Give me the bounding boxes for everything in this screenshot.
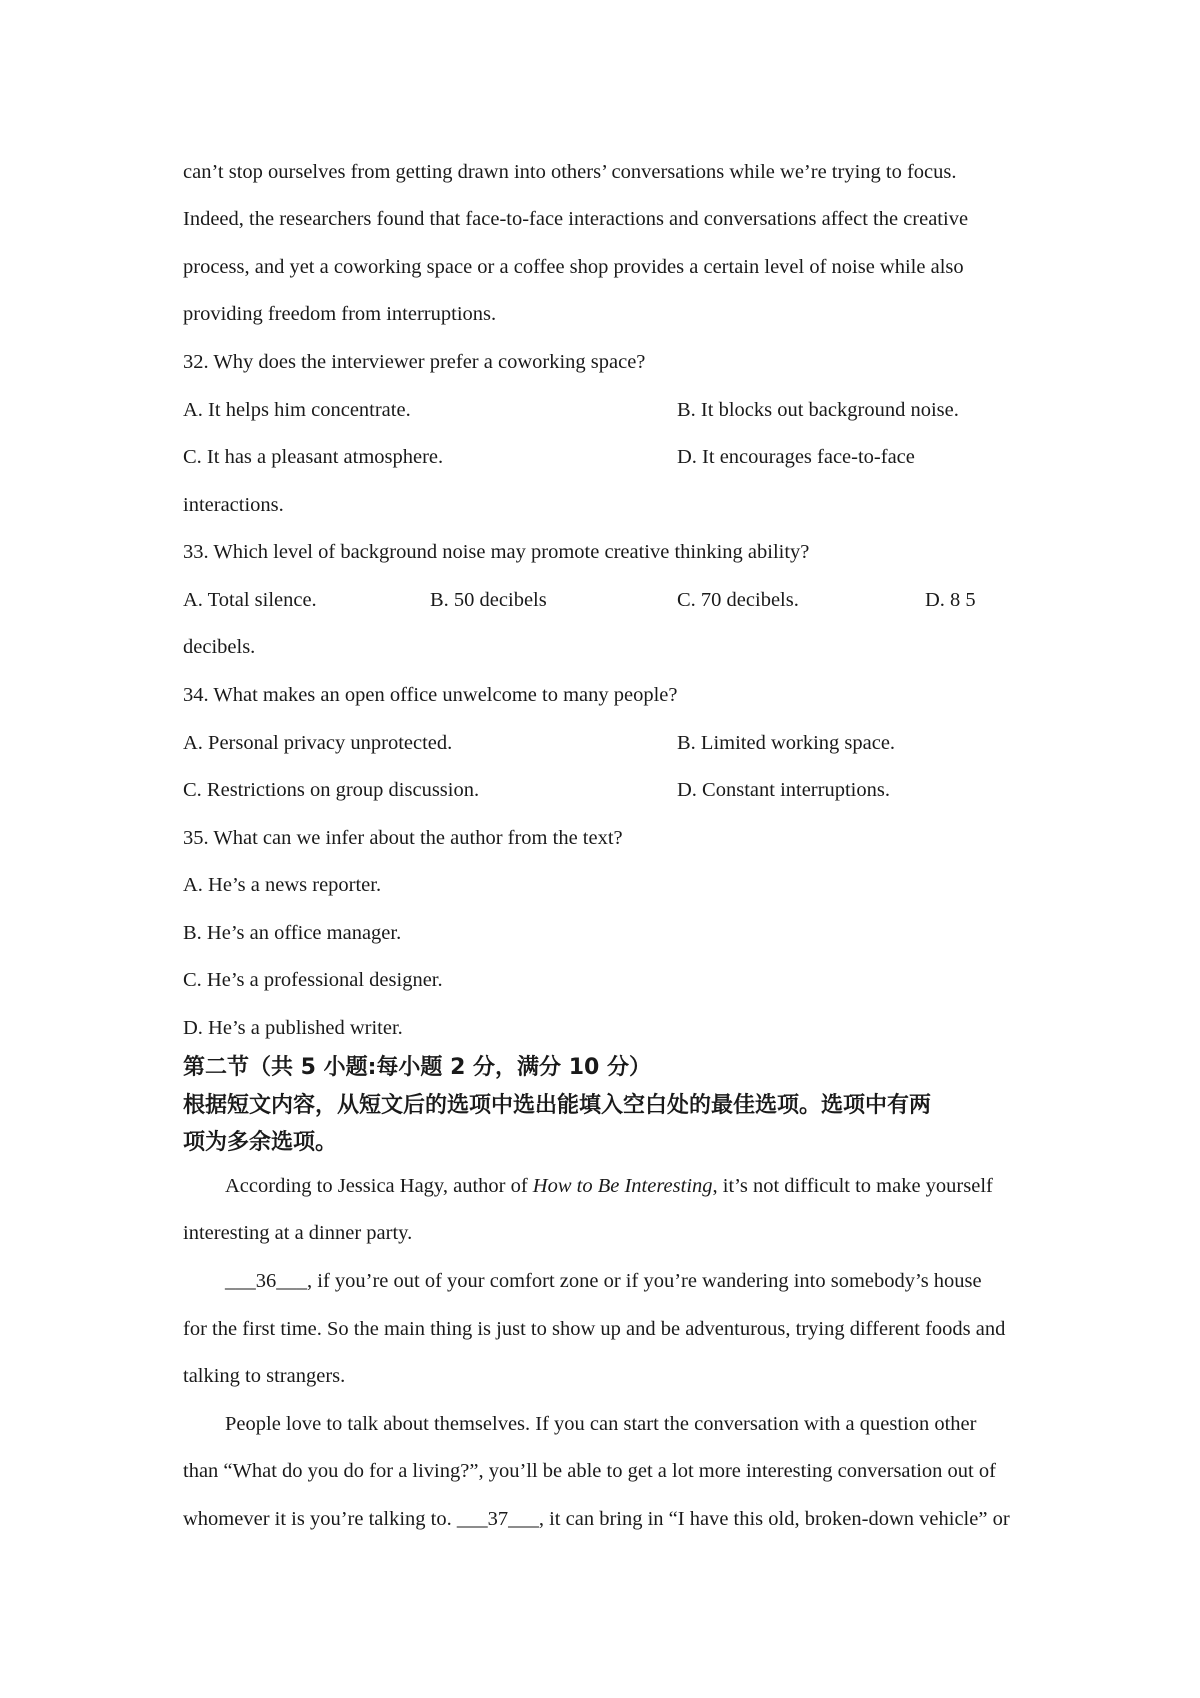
question-34-stem: 34. What makes an open office unwelcome to many people? — [183, 684, 678, 706]
text-run: , it’s not difficult to make yourself — [712, 1175, 993, 1197]
passage-line: can’t stop ourselves from getting drawn into others’ conversations while we’re trying to focus. — [183, 161, 957, 183]
section-heading: 第二节（共 5 小题:每小题 2 分，满分 10 分） — [183, 1055, 651, 1080]
blank-37: ___37___ — [456, 1508, 539, 1530]
question-32-stem: 32. Why does the interviewer prefer a coworking space? — [183, 351, 646, 373]
question-34-option-a: A. Personal privacy unprotected. — [183, 732, 453, 754]
question-35-option-d: D. He’s a published writer. — [183, 1017, 403, 1039]
passage-line: Indeed, the researchers found that face-to-face interactions and conversations affect the creative — [183, 208, 969, 230]
text-run: , it can bring in “I have this old, broken-down vehicle” or — [538, 1508, 1010, 1530]
question-32-option-c: C. It has a pleasant atmosphere. — [183, 446, 444, 468]
paragraph-line: than “What do you do for a living?”, you’ll be able to get a lot more interesting conversation out of — [183, 1460, 996, 1482]
question-35-option-a: A. He’s a news reporter. — [183, 874, 382, 896]
text-run: According to Jessica Hagy, author of — [225, 1175, 533, 1197]
question-32-option-d: D. It encourages face-to-face — [677, 446, 915, 468]
paragraph-line: talking to strangers. — [183, 1365, 346, 1387]
section-instruction: 项为多余选项。 — [183, 1130, 338, 1155]
question-33-option-c: C. 70 decibels. — [677, 589, 799, 611]
text-run: , if you’re out of your comfort zone or if you’re wandering into somebody’s house — [307, 1270, 982, 1292]
section-instruction: 根据短文内容，从短文后的选项中选出能填入空白处的最佳选项。选项中有两 — [183, 1093, 932, 1118]
question-33-option-b: B. 50 decibels — [430, 589, 547, 611]
question-32-option-a: A. It helps him concentrate. — [183, 399, 411, 421]
paragraph-line — [183, 1509, 1010, 1530]
paragraph-line — [225, 1176, 993, 1197]
question-32-option-d-cont: interactions. — [183, 494, 284, 516]
blank-36: ___36___ — [225, 1270, 307, 1292]
book-title: How to Be Interesting — [532, 1175, 713, 1197]
question-33-option-d: D. 8 5 — [925, 589, 976, 611]
passage-line: providing freedom from interruptions. — [183, 303, 497, 325]
paragraph-line: for the first time. So the main thing is just to show up and be adventurous, trying different foods and — [183, 1318, 1006, 1340]
question-33-stem: 33. Which level of background noise may promote creative thinking ability? — [183, 541, 810, 563]
text-run: whomever it is you’re talking to. — [183, 1508, 457, 1530]
question-35-stem: 35. What can we infer about the author from the text? — [183, 827, 623, 849]
question-32-option-b: B. It blocks out background noise. — [677, 399, 959, 421]
question-33-option-a: A. Total silence. — [183, 589, 317, 611]
question-34-option-d: D. Constant interruptions. — [677, 779, 890, 801]
question-34-option-c: C. Restrictions on group discussion. — [183, 779, 480, 801]
question-34-option-b: B. Limited working space. — [677, 732, 896, 754]
question-33-option-d-cont: decibels. — [183, 636, 256, 658]
paragraph-line — [225, 1271, 982, 1292]
paragraph-line: interesting at a dinner party. — [183, 1222, 413, 1244]
question-35-option-c: C. He’s a professional designer. — [183, 969, 443, 991]
passage-line: process, and yet a coworking space or a coffee shop provides a certain level of noise while also — [183, 256, 964, 278]
question-35-option-b: B. He’s an office manager. — [183, 922, 402, 944]
paragraph-line: People love to talk about themselves. If you can start the conversation with a question other — [225, 1413, 977, 1435]
